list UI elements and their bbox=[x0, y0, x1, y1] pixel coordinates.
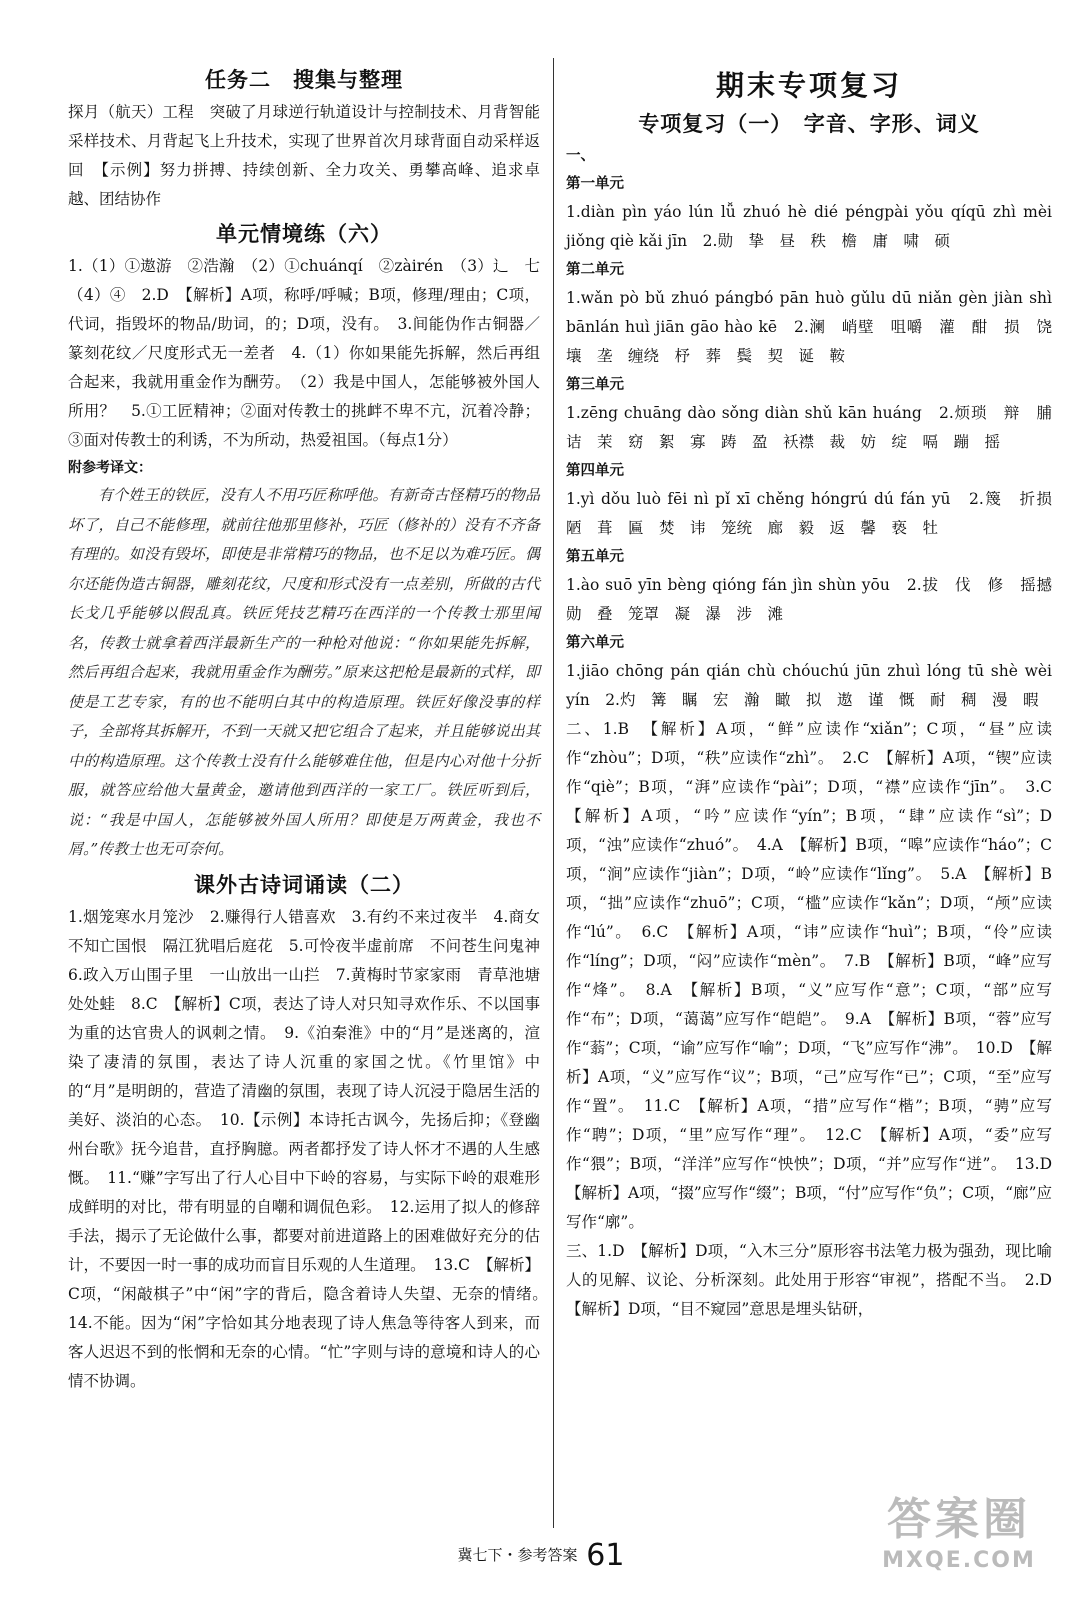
unit-name: 第一单元 bbox=[566, 176, 624, 192]
unit-block bbox=[566, 457, 1068, 543]
unit-block bbox=[566, 170, 1052, 256]
unit-name: 第六单元 bbox=[566, 635, 624, 651]
page-number: 61 bbox=[586, 1538, 625, 1573]
watermark-url: MXQE.COM bbox=[882, 1548, 1036, 1573]
ref-text: 有个姓王的铁匠，没有人不用巧匠称呼他。有新奇古怪精巧的物品坏了，自己不能修理，就前往他那里修补，巧匠（修补的）没有不齐备有理的。如没有毁坏，即使是非常精巧的物品，也不足以为难巧匠。偶尔还能伪造古铜器，雕刻花纹，尺度和形式没有一点差别，所做的古代长戈几乎能够以假乱真。铁匠凭技艺精巧在西洋的一个传教士那里闻名，传教士就拿着西洋最新生产的一种枪对他说：“你如果能先拆解，然后再组合起来，我就用重金作为酬劳。”原来这把枪是最新的式样，即使是工艺专家，有的也不能明白其中的构造原理。铁匠好像没事的样子，全部将其拆解开，不到一天就又把它组合了起来，并且能够说出其中的构造原理。这个传教士没有什么能够难住他，但是内心对他十分折服，就答应给他大量黄金，邀请他到西洋的一家工厂。铁匠听到后，说：“我是中国人，怎能够被外国人所用？即使是万两黄金，我也不屑。”传教士也无可奈何。 bbox=[68, 486, 540, 858]
task-body: 探月（航天）工程 突破了月球逆行轨道设计与控制技术、月背智能采样技术、月背起飞上升技术，实现了世界首次月球背面自动采样返回 【示例】努力拼搏、持续创新、全力攻关、勇攀高峰、追求卓越、团结协作 bbox=[68, 103, 540, 208]
poem-title: 课外古诗词诵读（二） bbox=[194, 872, 414, 897]
poem-body: 1.烟笼寒水月笼沙 2.赚得行人错喜欢 3.有约不来过夜半 4.商女不知亡国恨 隔江犹唱后庭花 5.可怜夜半虚前席 不问苍生问鬼神 6.政入万山围子里 一山放出一山拦 7.黄梅时节家家雨 青草池塘处处蛙 8.C 【解析】C项，表达了诗人对只知寻欢作乐、不以国事为重的达官贵人的讽刺之情。 9.《泊秦淮》中的“月”是迷离的，渲染了凄清的氛围，表达了诗人沉重的家国之忧。《竹里馆》中的“月”是明朗的，营造了清幽的氛围，表现了诗人沉浸于隐居生活的美好、淡泊的心态。 10.【示例】本诗托古讽今，先扬后抑；《登幽州台歌》抚今追昔，直抒胸臆。两者都抒发了诗人怀才不遇的人生感慨。 11.“赚”字写出了行人心目中下岭的容易，与实际下岭的艰难形成鲜明的对比，带有明显的自嘲和调侃色彩。 12.运用了拟人的修辞手法，揭示了无论做什么事，都要对前进道路上的困难做好充分的估计，不要因一时一事的成功而盲目乐观的人生道理。 13.C 【解析】C项，“闲敲棋子”中“闲”字的背后，隐含着诗人失望、无奈的情绪。 14.不能。因为“闲”字恰如其分地表现了诗人焦急等待客人到来，而客人迟迟不到的怅惘和无奈的心情。“忙”字则与诗的意境和诗人的心情不协调。 bbox=[68, 907, 556, 1390]
unit-name: 第三单元 bbox=[566, 377, 624, 393]
footer-label: 冀七下・参考答案 bbox=[457, 1546, 578, 1564]
unit-name: 第二单元 bbox=[566, 262, 624, 278]
unit-text: 1.ào suō yīn bèng qióng fán jìn shùn yōu 2.拔 伐 修 摇撼 勋 叠 笼罩 凝 瀑 涉 滩 bbox=[566, 576, 1068, 623]
unit-text: 1.wǎn pò bǔ zhuó pángbó pān huò gǔlu dū niǎn gèn jiàn shì bānlán huì jiān gāo hào kē 2.澜 峭壁 咀嚼 灌 酣 损 饶 壤 垄 缠绕 杼 葬 鬓 契 诞 鞍 bbox=[566, 289, 1068, 365]
unit-text: 1.yì dǒu luò fēi nì pǐ xī chěng hóngrú dú fán yū 2.篾 折损 陋 葺 匾 焚 讳 笼统 廊 毅 返 馨 亵 牡 bbox=[566, 490, 1068, 537]
unit-text: 1.zēng chuāng dào sǒng diàn shǔ kān huáng 2.烦琐 辩 脯 诘 茉 窈 絮 寡 踌 盈 袄襟 裁 妨 绽 嗝 蹦 摇 bbox=[566, 404, 1068, 451]
ref-label: 附参考译文： bbox=[68, 460, 152, 476]
section-two-text: 二、1.B 【解析】A项，“鲜”应读作“xiǎn”；C项，“昼”应读作“zhòu”；D项，“秩”应读作“zhì”。 2.C 【解析】A项，“锲”应读作“qiè”；B项，“湃”应读作“pài”；D项，“襟”应读作“jīn”。 3.C 【解析】A项，“吟”应读作“yín”；B项，“肆”应读作“sì”；D项，“浊”应读作“zhuó”。 4.A 【解析】B项，“嗥”应读作“háo”；C项，“涧”应读作“jiàn”；D项，“岭”应读作“lǐng”。 5.A 【解析】B项，“拙”应读作“zhuō”；C项，“槛”应读作“kǎn”；D项，“颅”应读作“lú”。 6.C 【解析】A项，“讳”应读作“huì”；B项，“伶”应读作“líng”；D项，“闷”应读作“mèn”。 7.B 【解析】B项，“峰”应写作“烽”。 8.A 【解析】B项，“义”应写作“意”；C项，“部”应写作“布”；D项，“蔼蔼”应写作“皑皑”。 9.A 【解析】B项，“蓉”应写作“蓊”；C项，“谕”应写作“喻”；D项，“飞”应写作“沸”。 10.D 【解析】A项，“义”应写作“议”；B项，“己”应写作“已”；C项，“至”应写作“置”。 11.C 【解析】A项，“措”应写作“楷”；B项，“骋”应写作“聘”；D项，“里”应写作“理”。 12.C 【解析】A项，“委”应写作“猥”；B项，“洋洋”应写作“怏怏”；D项，“并”应写作“迸”。 13.D 【解析】A项，“掇”应写作“缀”；B项，“付”应写作“负”；C项，“廊”应写作“廓”。 bbox=[566, 720, 1068, 1231]
right-column bbox=[566, 60, 1068, 1530]
unit-block bbox=[566, 629, 1052, 715]
unit-title: 单元情境练（六） bbox=[216, 222, 392, 246]
watermark-text: 答案圈 bbox=[887, 1494, 1031, 1545]
task-title: 任务二 搜集与整理 bbox=[205, 68, 403, 92]
unit-text: 1.diàn pìn yáo lún lǚ zhuó hè dié péngpài yǒu qíqū zhì mèi jiǒng qiè kǎi jīn 2.勋 挚 昼 秩 檐 庸 啸 硕 bbox=[566, 203, 1052, 250]
unit-block bbox=[566, 543, 1068, 629]
section-one-label: 一、 bbox=[566, 148, 595, 164]
unit-text: 1.jiāo chōng pán qián chù chóuchú jūn zhuì lóng tū shè wèi yín 2.灼 篝 瞩 宏 瀚 瞰 拟 遨 谨 慨 耐 稠 漫 暇 bbox=[566, 662, 1052, 709]
unit-block bbox=[566, 256, 1068, 371]
left-column bbox=[68, 60, 556, 1530]
watermark bbox=[854, 1492, 1064, 1582]
unit-block bbox=[566, 371, 1068, 457]
sub-title: 专项复习（一） 字音、字形、词义 bbox=[638, 112, 980, 136]
unit-list bbox=[566, 170, 1068, 715]
unit-body: 1.（1）①遨游 ②浩瀚 （2）①chuánqí ②zàirén （3）辶 七 （4）④ 2.D 【解析】A项，称呼/呼喊；B项，修理/理由；C项，代词，指毁坏的物品/助词，的；D项，没有。 3.间能伪作古铜器／篆刻花纹／尺度形式无一差者 4.（1）你如果能先拆解，然后再组合起来，我就用重金作为酬劳。 （2）我是中国人，怎能够被外国人所用？ 5.①工匠精神；②面对传教士的挑衅不卑不亢，沉着冷静；③面对传教士的利诱，不为所动，热爱祖国。（每点1分） bbox=[68, 257, 556, 449]
section-three-text: 三、1.D 【解析】D项，“入木三分”原形容书法笔力极为强劲，现比喻人的见解、议论、分析深刻。此处用于形容“审视”，搭配不当。 2.D 【解析】D项，“目不窥园”意思是埋头钻研， bbox=[566, 1242, 1068, 1318]
unit-name: 第四单元 bbox=[566, 463, 624, 479]
main-title: 期末专项复习 bbox=[715, 69, 902, 102]
column-divider bbox=[553, 58, 554, 1528]
unit-name: 第五单元 bbox=[566, 549, 624, 565]
